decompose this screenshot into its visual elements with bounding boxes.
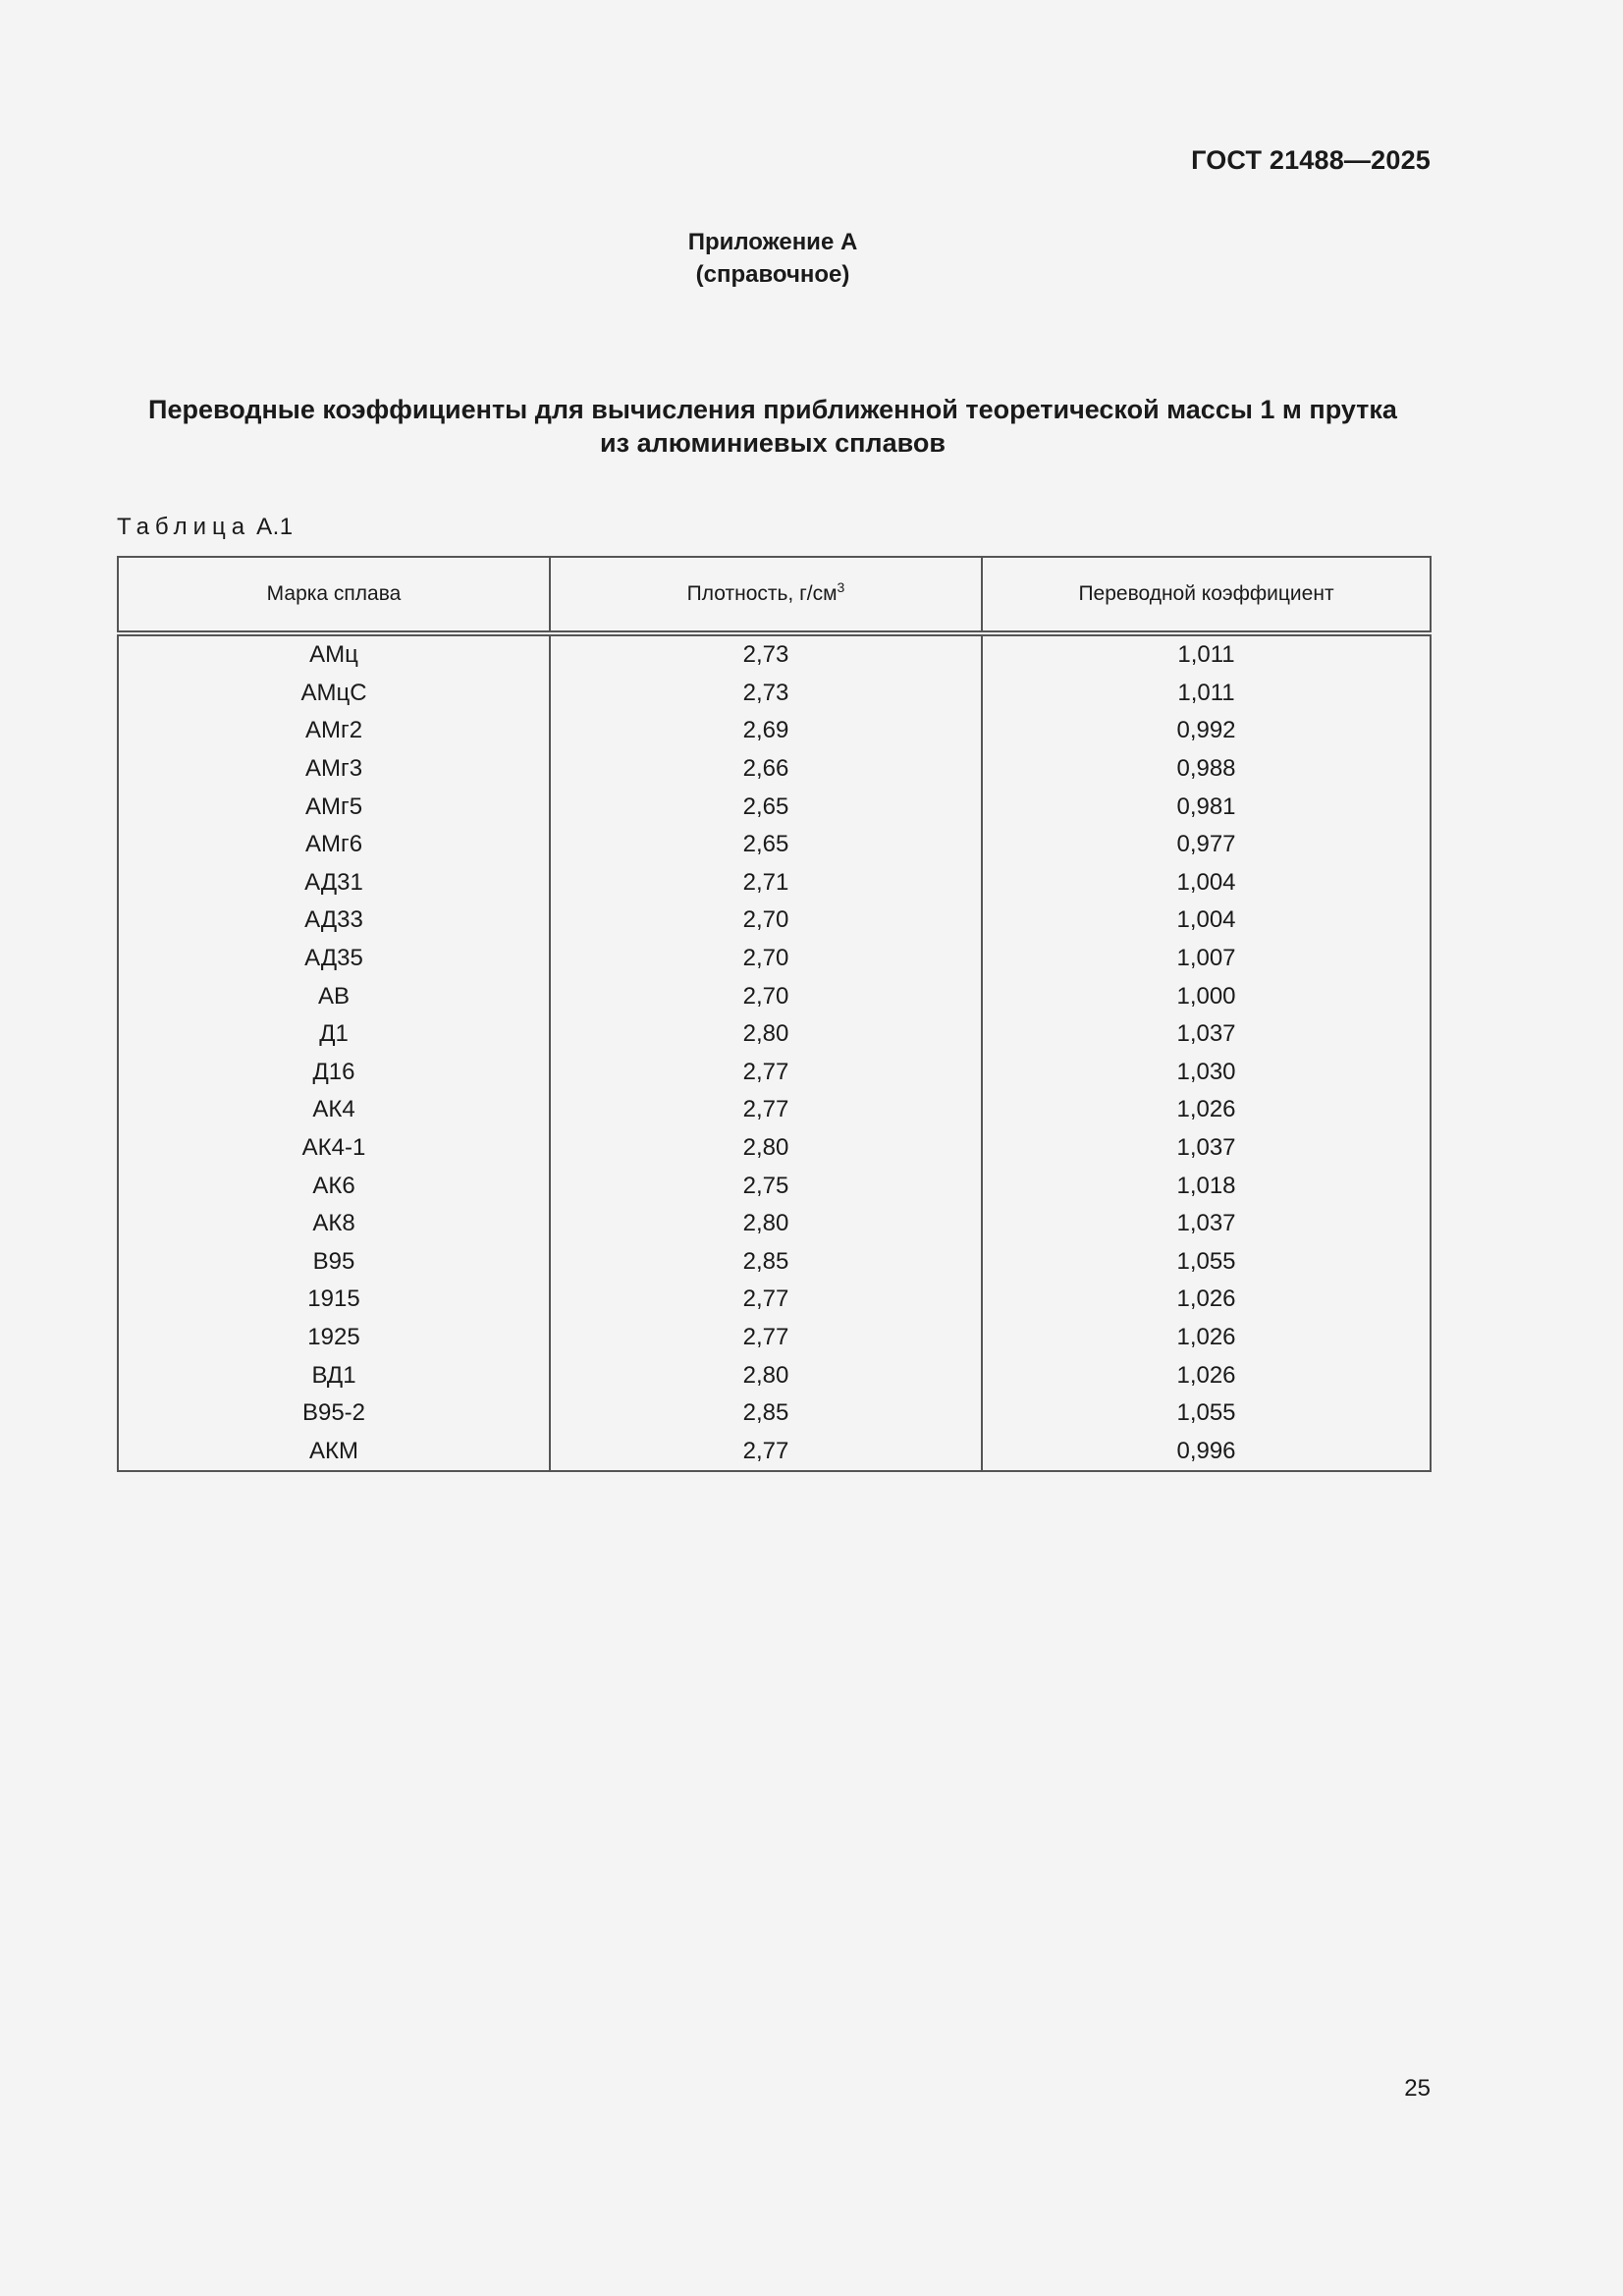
cell-coefficient: 1,018: [982, 1167, 1431, 1205]
cell-coefficient: 1,037: [982, 1015, 1431, 1054]
cell-coefficient: 1,011: [982, 675, 1431, 713]
appendix-title: Приложение А: [687, 229, 858, 255]
density-unit-exponent: 3: [837, 579, 845, 595]
table-row: [118, 1319, 1431, 1357]
document-code: ГОСТ 21488—2025: [1191, 145, 1431, 175]
table-row: [118, 1205, 1431, 1243]
cell-density: 2,85: [550, 1394, 982, 1433]
table-row: [118, 1129, 1431, 1168]
cell-grade: АМг6: [118, 826, 550, 864]
cell-density: 2,80: [550, 1205, 982, 1243]
page-number: 25: [1404, 2075, 1431, 2102]
table-row: [118, 1243, 1431, 1282]
cell-grade: 1925: [118, 1319, 550, 1357]
table-row: [118, 1015, 1431, 1054]
cell-density: 2,77: [550, 1054, 982, 1092]
table-row: [118, 902, 1431, 940]
cell-coefficient: 1,004: [982, 864, 1431, 902]
section-title-line-1: Переводные коэффициенты для вычисления приближенной теоретической массы 1 м прутка: [148, 395, 1397, 424]
section-title: [117, 393, 1429, 460]
cell-density: 2,65: [550, 788, 982, 826]
cell-grade: АМцС: [118, 675, 550, 713]
cell-density: 2,73: [550, 633, 982, 675]
cell-density: 2,77: [550, 1432, 982, 1471]
cell-coefficient: 1,055: [982, 1243, 1431, 1282]
table-label-number: А.1: [256, 514, 294, 540]
table-row: [118, 977, 1431, 1015]
cell-coefficient: 0,996: [982, 1432, 1431, 1471]
table-row: [118, 864, 1431, 902]
cell-density: 2,70: [550, 940, 982, 978]
cell-grade: АД35: [118, 940, 550, 978]
cell-coefficient: 1,007: [982, 940, 1431, 978]
cell-density: 2,69: [550, 712, 982, 750]
cell-density: 2,66: [550, 750, 982, 789]
cell-density: 2,73: [550, 675, 982, 713]
cell-grade: АМг5: [118, 788, 550, 826]
cell-coefficient: 0,977: [982, 826, 1431, 864]
cell-grade: В95-2: [118, 1394, 550, 1433]
cell-coefficient: 1,011: [982, 633, 1431, 675]
alloy-coefficients-table: [117, 556, 1432, 1472]
cell-grade: АМц: [118, 633, 550, 675]
column-header-density: [550, 557, 982, 633]
table-row: [118, 750, 1431, 789]
cell-grade: 1915: [118, 1281, 550, 1319]
table-label-word: Таблица: [117, 514, 251, 540]
cell-grade: АМг2: [118, 712, 550, 750]
cell-coefficient: 1,000: [982, 977, 1431, 1015]
cell-grade: АМг3: [118, 750, 550, 789]
cell-coefficient: 0,981: [982, 788, 1431, 826]
column-header-density-text: Плотность, г/см: [686, 582, 838, 605]
cell-density: 2,80: [550, 1129, 982, 1168]
table-row: [118, 1394, 1431, 1433]
cell-grade: АК4-1: [118, 1129, 550, 1168]
cell-coefficient: 1,026: [982, 1356, 1431, 1394]
cell-coefficient: 1,055: [982, 1394, 1431, 1433]
cell-grade: В95: [118, 1243, 550, 1282]
appendix-heading: [0, 226, 1545, 291]
cell-coefficient: 1,026: [982, 1319, 1431, 1357]
cell-grade: АК8: [118, 1205, 550, 1243]
cell-coefficient: 1,030: [982, 1054, 1431, 1092]
table-row: [118, 1091, 1431, 1129]
table-label: [117, 514, 294, 541]
cell-grade: АД31: [118, 864, 550, 902]
table-row: [118, 826, 1431, 864]
table-row: [118, 1167, 1431, 1205]
cell-coefficient: 1,037: [982, 1129, 1431, 1168]
cell-coefficient: 1,026: [982, 1091, 1431, 1129]
cell-grade: Д1: [118, 1015, 550, 1054]
column-header-grade-text: Марка сплава: [266, 582, 402, 605]
column-header-grade: [118, 557, 550, 633]
cell-grade: АД33: [118, 902, 550, 940]
cell-density: 2,80: [550, 1015, 982, 1054]
table-row: [118, 1281, 1431, 1319]
cell-grade: АКМ: [118, 1432, 550, 1471]
cell-density: 2,77: [550, 1319, 982, 1357]
table-row: [118, 633, 1431, 675]
column-header-coefficient-text: Переводной коэффициент: [1078, 582, 1334, 605]
cell-grade: АК6: [118, 1167, 550, 1205]
table-row: [118, 712, 1431, 750]
table-row: [118, 675, 1431, 713]
cell-coefficient: 0,992: [982, 712, 1431, 750]
cell-density: 2,77: [550, 1281, 982, 1319]
cell-density: 2,65: [550, 826, 982, 864]
cell-density: 2,75: [550, 1167, 982, 1205]
cell-density: 2,70: [550, 977, 982, 1015]
cell-grade: АВ: [118, 977, 550, 1015]
cell-coefficient: 1,004: [982, 902, 1431, 940]
cell-grade: ВД1: [118, 1356, 550, 1394]
cell-density: 2,77: [550, 1091, 982, 1129]
appendix-subtitle: (справочное): [695, 261, 850, 288]
cell-density: 2,70: [550, 902, 982, 940]
cell-coefficient: 0,988: [982, 750, 1431, 789]
table-row: [118, 788, 1431, 826]
cell-coefficient: 1,026: [982, 1281, 1431, 1319]
table-row: [118, 940, 1431, 978]
cell-density: 2,80: [550, 1356, 982, 1394]
table-row: [118, 1432, 1431, 1471]
cell-grade: АК4: [118, 1091, 550, 1129]
table-row: [118, 1356, 1431, 1394]
cell-coefficient: 1,037: [982, 1205, 1431, 1243]
section-title-line-2: из алюминиевых сплавов: [600, 428, 946, 458]
column-header-coefficient: [982, 557, 1431, 633]
cell-grade: Д16: [118, 1054, 550, 1092]
table-body: [118, 633, 1431, 1471]
table-row: [118, 1054, 1431, 1092]
table-header-row: [118, 557, 1431, 633]
cell-density: 2,71: [550, 864, 982, 902]
cell-density: 2,85: [550, 1243, 982, 1282]
